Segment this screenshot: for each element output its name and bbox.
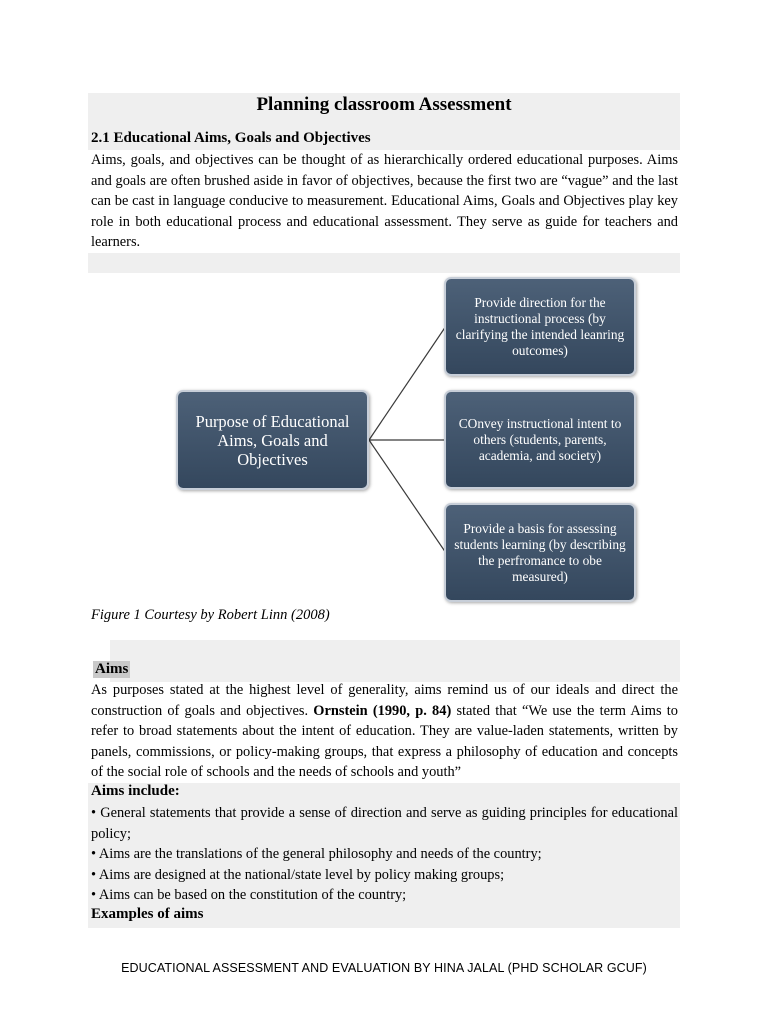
aims-bullet-4: • Aims can be based on the constitution of the country; bbox=[91, 887, 407, 903]
center-node-label: Purpose of Educational Aims, Goals and Objectives bbox=[195, 411, 350, 469]
connector-bottom bbox=[369, 440, 446, 553]
section-heading: 2.1 Educational Aims, Goals and Objectives bbox=[91, 130, 371, 146]
aims-bullet-1: • General statements that provide a sense of direction and serve as guiding principles for educational policy; bbox=[91, 805, 678, 842]
page-title: Planning classroom Assessment bbox=[256, 94, 512, 115]
branch-node-2-label: COnvey instructional intent to others (students, parents, academia, and society) bbox=[458, 415, 622, 463]
aims-citation: Ornstein (1990, p. 84) bbox=[313, 702, 452, 719]
intro-bottom-band bbox=[88, 253, 680, 273]
branch-node-1-label: Provide direction for the instructional process (by clarifying the intended leanring outcomes) bbox=[455, 294, 625, 358]
aims-top-band bbox=[110, 640, 680, 682]
intro-paragraph: Aims, goals, and objectives can be thought of as hierarchically ordered educational purposes. Aims and goals are often brushed aside in favor of objectives, because the first two are “vague” and the last can be cast in language conducive to measurement. Educational Aims, Goals and Objectives play key role in both educational process and educational assessment. They serve as guide for teachers and learners. bbox=[91, 152, 678, 250]
aims-bullet-3: • Aims are designed at the national/state level by policy making groups; bbox=[91, 867, 505, 883]
aims-include-heading: Aims include: bbox=[91, 783, 180, 799]
diagram-center-node bbox=[176, 390, 369, 490]
page-footer: EDUCATIONAL ASSESSMENT AND EVALUATION BY HINA JALAL (PHD SCHOLAR GCUF) bbox=[121, 961, 647, 975]
aims-bullet-2: • Aims are the translations of the general philosophy and needs of the country; bbox=[91, 846, 542, 862]
connector-top bbox=[369, 326, 446, 440]
aims-paragraph bbox=[91, 680, 678, 783]
aims-heading: Aims bbox=[95, 661, 129, 677]
examples-heading: Examples of aims bbox=[91, 906, 204, 922]
diagram-branch-node-1 bbox=[444, 277, 636, 376]
aims-paragraph-part1: As purposes stated at the highest level of generality, aims remind us of our ideals and direct the construction of goals and objectives. bbox=[91, 682, 678, 719]
aims-paragraph-part2: stated that “We use the term Aims to refer to broad statements about the intent of education. They are value-laden statements, written by panels, commissions, or policy-making groups, that express a philosophy of education and concepts of the social role of schools and the needs of schools and youth” bbox=[91, 702, 678, 780]
figure-caption: Figure 1 Courtesy by Robert Linn (2008) bbox=[91, 607, 330, 623]
diagram-branch-node-2 bbox=[444, 390, 636, 489]
diagram-branch-node-3 bbox=[444, 503, 636, 602]
branch-node-3-label: Provide a basis for assessing students learning (by describing the perfromance to obe measured) bbox=[454, 520, 626, 584]
